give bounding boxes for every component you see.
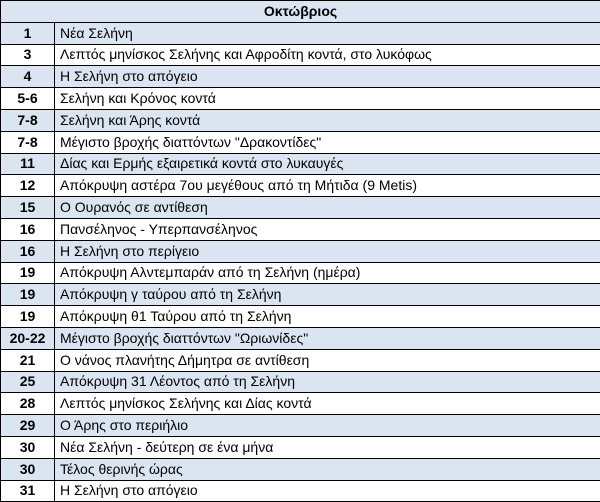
event-description: Απόκρυψη 31 Λέοντος από τη Σελήνη: [55, 371, 600, 393]
table-row: [1, 262, 600, 284]
event-day: 30: [1, 436, 55, 458]
table-row: [1, 306, 600, 328]
table-header-row: [1, 1, 600, 23]
table-row: [1, 458, 600, 480]
event-description: Η Σελήνη στο απόγειο: [55, 480, 600, 502]
event-day: 7-8: [1, 131, 55, 153]
event-day: 25: [1, 371, 55, 393]
event-description: Η Σελήνη στο περίγειο: [55, 240, 600, 262]
event-description: Ο νάνος πλανήτης Δήμητρα σε αντίθεση: [55, 349, 600, 371]
event-day: 19: [1, 284, 55, 306]
table-row: [1, 480, 600, 502]
event-description: Νέα Σελήνη: [55, 22, 600, 44]
event-day: 3: [1, 44, 55, 66]
table-row: [1, 240, 600, 262]
event-day: 31: [1, 480, 55, 502]
table-row: [1, 88, 600, 110]
table-row: [1, 66, 600, 88]
table-row: [1, 327, 600, 349]
events-body: [1, 22, 600, 502]
event-description: Μέγιστο βροχής διαττόντων "Δρακοντίδες": [55, 131, 600, 153]
table-row: [1, 415, 600, 437]
event-day: 16: [1, 218, 55, 240]
event-description: Απόκρυψη αστέρα 7ου μεγέθους από τη Μήτιδα (9 Metis): [55, 175, 600, 197]
event-day: 12: [1, 175, 55, 197]
table-row: [1, 349, 600, 371]
event-day: 5-6: [1, 88, 55, 110]
month-header: Οκτώβριος: [1, 1, 600, 23]
event-day: 11: [1, 153, 55, 175]
event-description: Η Σελήνη στο απόγειο: [55, 66, 600, 88]
event-day: 30: [1, 458, 55, 480]
event-day: 28: [1, 393, 55, 415]
event-description: Σελήνη και Άρης κοντά: [55, 109, 600, 131]
event-day: 15: [1, 197, 55, 219]
event-description: Σελήνη και Κρόνος κοντά: [55, 88, 600, 110]
table-row: [1, 218, 600, 240]
event-day: 16: [1, 240, 55, 262]
event-description: Τέλος θερινής ώρας: [55, 458, 600, 480]
event-description: Λεπτός μηνίσκος Σελήνης και Δίας κοντά: [55, 393, 600, 415]
table-row: [1, 175, 600, 197]
event-description: Απόκρυψη θ1 Ταύρου από τη Σελήνη: [55, 306, 600, 328]
table-row: [1, 284, 600, 306]
event-description: Ο Ουρανός σε αντίθεση: [55, 197, 600, 219]
event-day: 19: [1, 262, 55, 284]
event-description: Νέα Σελήνη - δεύτερη σε ένα μήνα: [55, 436, 600, 458]
table-row: [1, 393, 600, 415]
event-day: 19: [1, 306, 55, 328]
event-description: Λεπτός μηνίσκος Σελήνης και Αφροδίτη κοντά, στο λυκόφως: [55, 44, 600, 66]
event-description: Μέγιστο βροχής διαττόντων "Ωριωνίδες": [55, 327, 600, 349]
table-row: [1, 371, 600, 393]
event-description: Ο Άρης στο περιήλιο: [55, 415, 600, 437]
event-day: 21: [1, 349, 55, 371]
table-row: [1, 153, 600, 175]
table-row: [1, 109, 600, 131]
table-row: [1, 44, 600, 66]
event-day: 1: [1, 22, 55, 44]
event-description: Πανσέληνος - Υπερπανσέληνος: [55, 218, 600, 240]
event-day: 4: [1, 66, 55, 88]
table-row: [1, 131, 600, 153]
event-day: 20-22: [1, 327, 55, 349]
event-day: 7-8: [1, 109, 55, 131]
table-row: [1, 436, 600, 458]
event-description: Απόκρυψη Αλντεμπαράν από τη Σελήνη (ημέρα): [55, 262, 600, 284]
event-day: 29: [1, 415, 55, 437]
event-description: Απόκρυψη γ ταύρου από τη Σελήνη: [55, 284, 600, 306]
table-row: [1, 197, 600, 219]
event-description: Δίας και Ερμής εξαιρετικά κοντά στο λυκαυγές: [55, 153, 600, 175]
table-row: [1, 22, 600, 44]
